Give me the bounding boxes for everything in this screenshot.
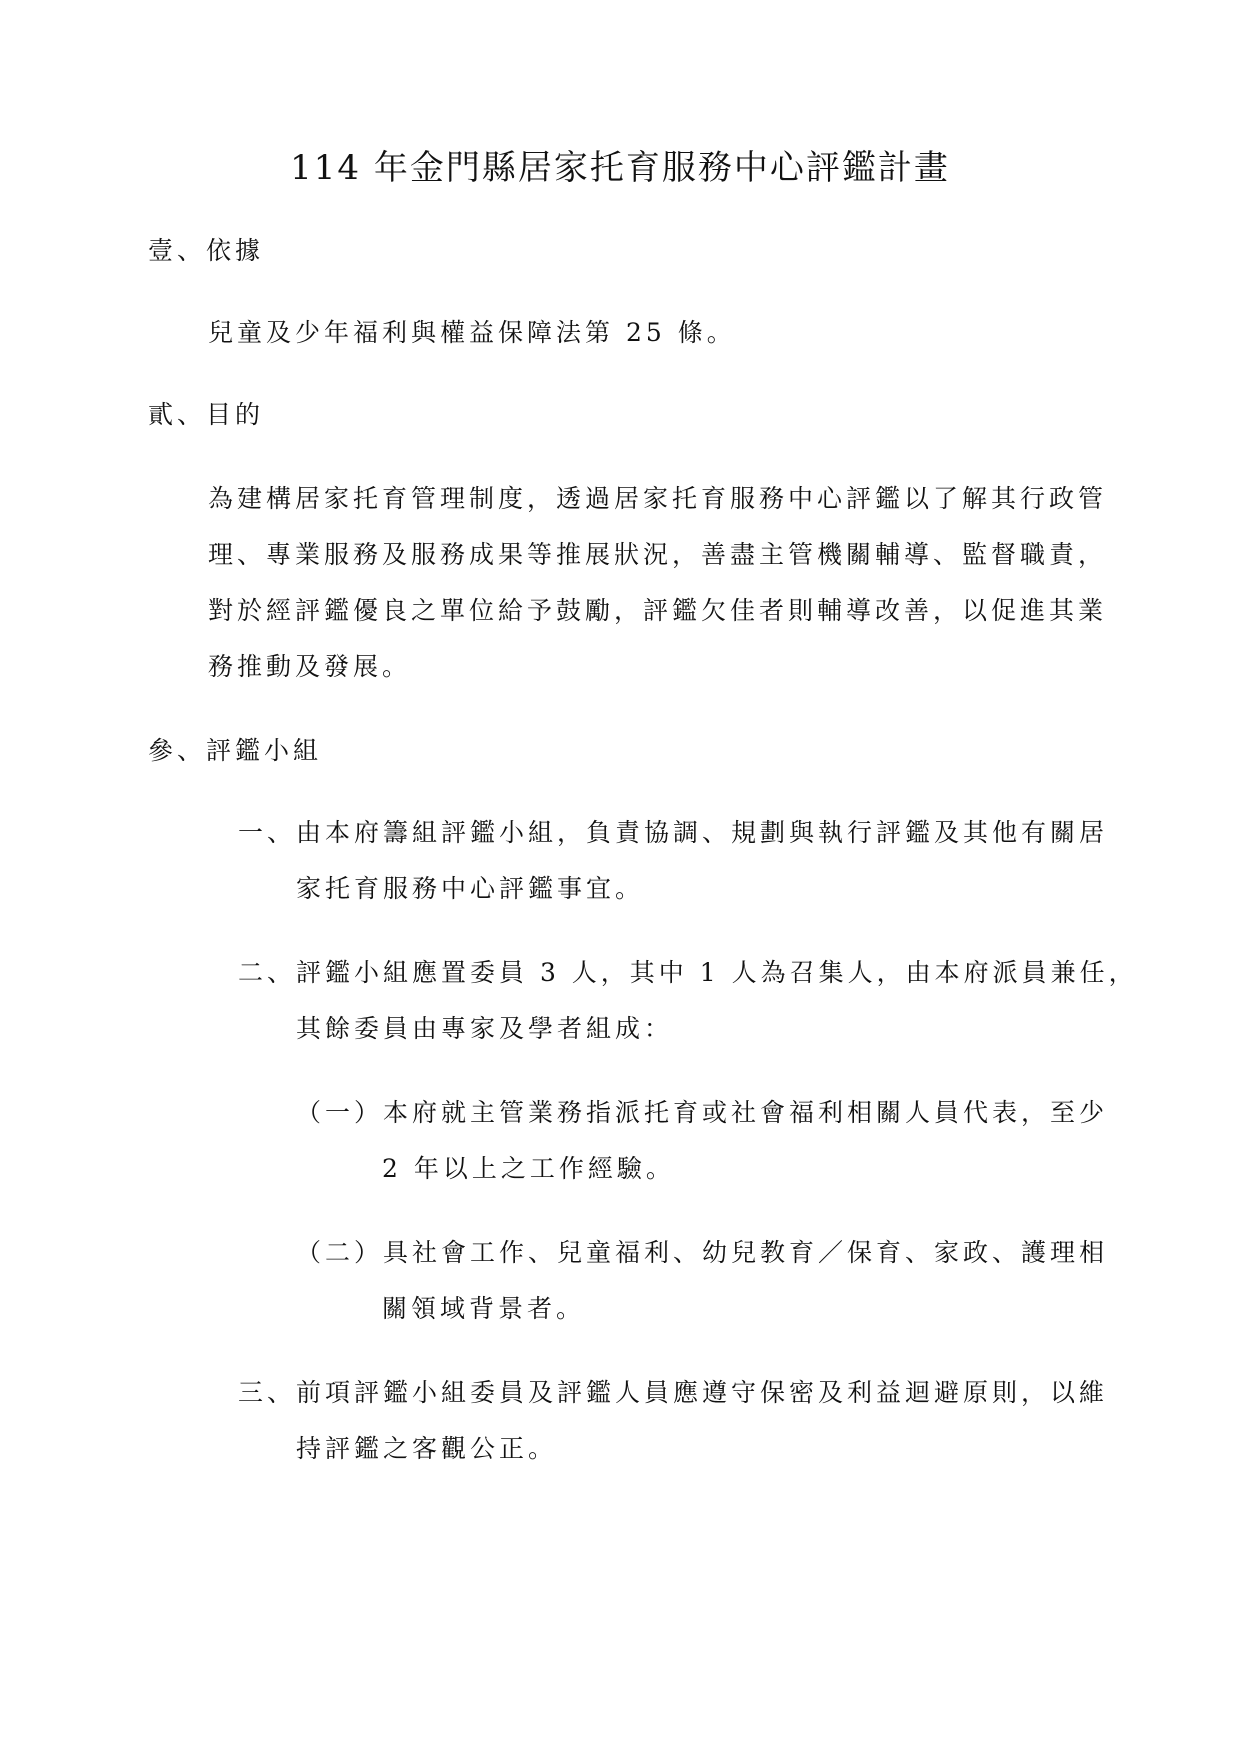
committee-item-2-continued: 其餘委員由專家及學者組成： (296, 1014, 674, 1043)
purpose-line: 為建構居家托育管理制度，透過居家托育服務中心評鑑以了解其行政管 (208, 484, 1108, 513)
document-title: 114 年金門縣居家托育服務中心評鑑計畫 (290, 148, 950, 188)
committee-item-3-continued: 持評鑑之客觀公正。 (296, 1434, 558, 1463)
committee-subitem-2-continued: 關領域背景者。 (382, 1294, 586, 1323)
committee-item-1: 一、由本府籌組評鑑小組，負責協調、規劃與執行評鑑及其他有關居 (238, 818, 1109, 847)
basis-text: 兒童及少年福利與權益保障法第 25 條。 (208, 318, 736, 347)
section-heading-purpose: 貳、目的 (148, 400, 265, 429)
purpose-line: 理、專業服務及服務成果等推展狀況，善盡主管機關輔導、監督職責， (208, 540, 1108, 569)
committee-subitem-1: （一）本府就主管業務指派托育或社會福利相關人員代表，至少 (296, 1098, 1109, 1127)
committee-item-1-continued: 家托育服務中心評鑑事宜。 (296, 874, 645, 903)
section-heading-committee: 參、評鑑小組 (148, 736, 323, 765)
committee-subitem-2: （二）具社會工作、兒童福利、幼兒教育／保育、家政、護理相 (296, 1238, 1109, 1267)
committee-item-2: 二、評鑑小組應置委員 3 人，其中 1 人為召集人，由本府派員兼任， (238, 958, 1138, 987)
committee-item-3: 三、前項評鑑小組委員及評鑑人員應遵守保密及利益迴避原則，以維 (238, 1378, 1109, 1407)
section-heading-basis: 壹、依據 (148, 236, 265, 265)
purpose-line: 務推動及發展。 (208, 652, 412, 681)
committee-subitem-1-continued: 2 年以上之工作經驗。 (382, 1154, 675, 1183)
purpose-line: 對於經評鑑優良之單位給予鼓勵，評鑑欠佳者則輔導改善，以促進其業 (208, 596, 1108, 625)
